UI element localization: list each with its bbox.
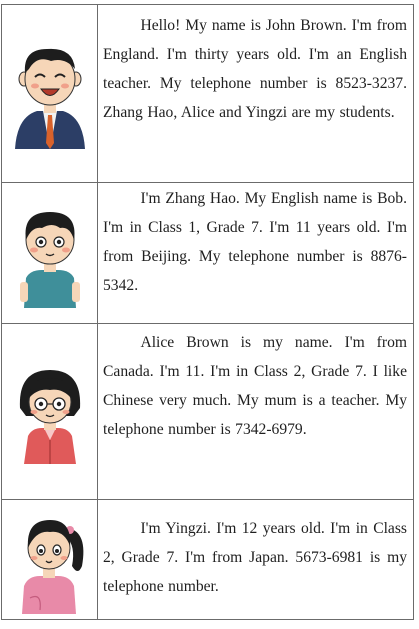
man-in-suit-avatar-icon xyxy=(4,5,96,182)
table-row-john-brown xyxy=(2,5,413,183)
column-divider xyxy=(97,500,98,619)
profile-text: I'm Zhang Hao. My English name is Bob. I'm in Class 1, Grade 7. I'm 11 years old. I'm from Beijing. My telephone number is 8876-5342. xyxy=(103,190,407,294)
table-row-alice-brown xyxy=(2,324,413,500)
profile-text: Alice Brown is my name. I'm from Canada. I'm 11. I'm in Class 2, Grade 7. I like Chinese very much. My mum is a teacher. My telephone number is 7342-6979. xyxy=(103,334,407,438)
table-row-zhang-hao xyxy=(2,183,413,324)
profile-table xyxy=(1,4,414,620)
boy-avatar-icon xyxy=(4,183,96,323)
table-row-yingzi xyxy=(2,500,413,619)
column-divider xyxy=(97,183,98,323)
girl-ponytail-avatar-icon xyxy=(4,500,96,619)
profile-text: Hello! My name is John Brown. I'm from England. I'm thirty years old. I'm an English teacher. My telephone number is 8523-3237. Zhang Hao, Alice and Yingzi are my students. xyxy=(103,17,407,121)
profile-text: I'm Yingzi. I'm 12 years old. I'm in Class 2, Grade 7. I'm from Japan. 5673-6981 is my telephone number. xyxy=(103,520,407,595)
column-divider xyxy=(97,324,98,499)
girl-bob-avatar-icon xyxy=(4,324,96,499)
column-divider xyxy=(97,5,98,182)
